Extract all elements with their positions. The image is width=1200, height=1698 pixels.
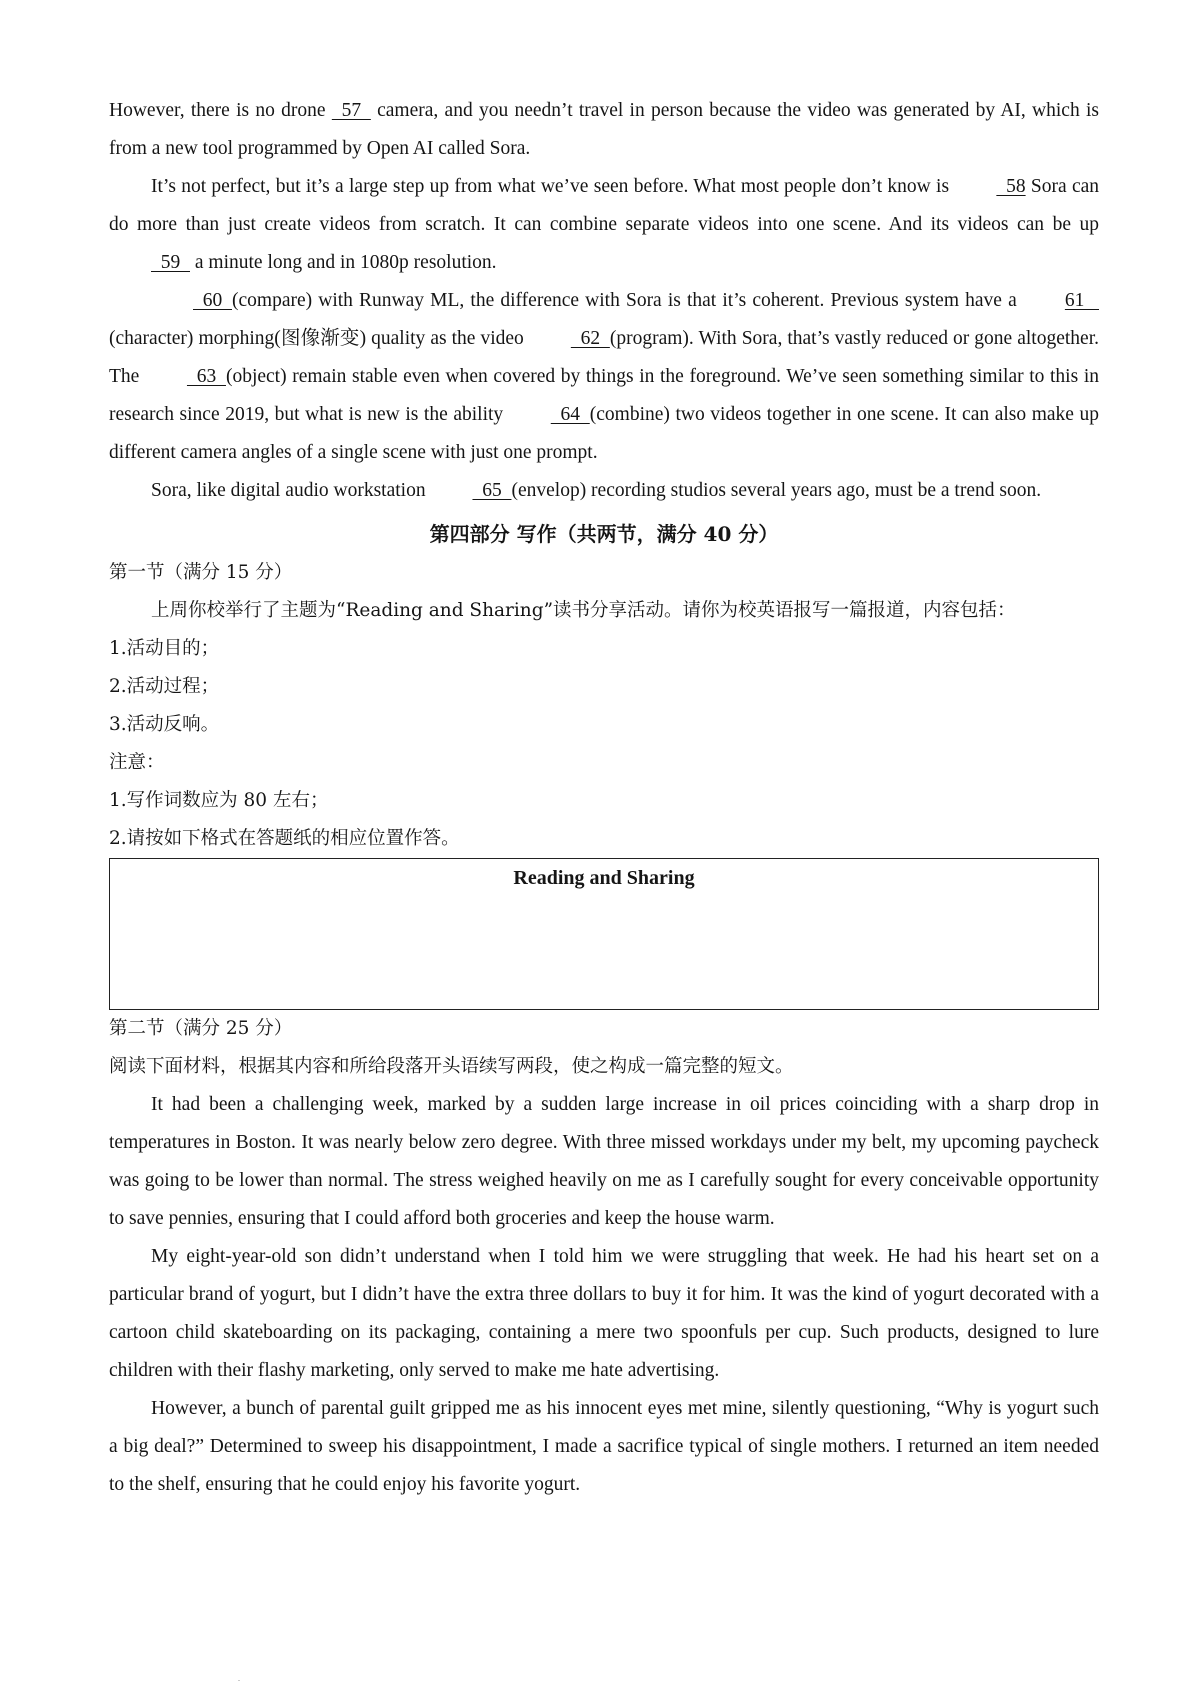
part-2-prompt: 阅读下面材料，根据其内容和所给段落开头语续写两段，使之构成一篇完整的短文。 (109, 1056, 794, 1077)
story-paragraph-2: My eight-year-old son didn’t understand when I told him we were struggling that week. He had his heart set on a particular brand of yogurt, but I didn’t have the extra three dollars to buy it for him. It was the kind of yogurt decorated with a cartoon child skateboarding on its packaging, containing a mere two spoonfuls per cup. Such products, designed to lure children with their flashy marketing, only served to make me hate advertising. (109, 1246, 1099, 1381)
part-1-note-1: 1.写作词数应为 80 左右； (109, 790, 329, 811)
text-run: Sora, like digital audio workstation (151, 480, 431, 501)
story-paragraph-1: It had been a challenging week, marked by a sudden large increase in oil prices coinciding with a sharp drop in temperatures in Boston. It was nearly below zero degree. With three missed workdays under my belt, my upcoming paycheck was going to be lower than normal. The stress weighed heavily on me as I carefully sought for every conceivable opportunity to save pennies, ensuring that I could afford both groceries and keep the house warm. (109, 1094, 1099, 1229)
part-1-item-3: 3.活动反响。 (109, 714, 220, 735)
text-run: a minute long and in 1080p resolution. (190, 252, 497, 273)
passage-paragraph-3 (109, 282, 1099, 472)
blank-60: 60 (193, 290, 232, 311)
part-1-title: 第一节（满分 15 分） (109, 562, 293, 583)
blank-59: 59 (151, 252, 190, 273)
passage-paragraph-2 (109, 168, 1099, 282)
scan-speck (238, 1680, 240, 1681)
text-run: (combine) two videos together in one scene. It can also make up different camera angles of a single scene with just one prompt. (109, 404, 1100, 463)
blank-63: 63 (186, 366, 226, 387)
section-4-heading: 第四部分 写作（共两节，满分 40 分） (429, 522, 779, 546)
page-content (109, 92, 1099, 1504)
part-1-item-2: 2.活动过程； (109, 676, 220, 697)
text-run: (envelop) recording studios several years ago, must be a trend soon. (511, 480, 1042, 501)
blank-58: 58 (996, 176, 1026, 197)
part-1-item-1: 1.活动目的； (109, 638, 220, 659)
text-run: (compare) with Runway ML, the difference with Sora is that it’s coherent. Previous system have a (232, 290, 1023, 311)
text-run: Sora can do more than just create videos from scratch. It can combine separate videos into one scene. And its videos can be up (109, 176, 1100, 235)
blank-65: 65 (472, 480, 512, 501)
part-1-note-label: 注意： (109, 752, 165, 773)
text-run: camera, and you needn’t travel in person because the video was generated by AI, which is from a new tool programmed by Open AI called Sora. (109, 100, 1099, 159)
blank-57: 57 (331, 100, 371, 121)
blank-64: 64 (550, 404, 590, 425)
text-run: (character) morphing(图像渐变) quality as the video (109, 328, 529, 349)
passage-paragraph-4 (109, 472, 1099, 510)
blank-62: 62 (570, 328, 610, 349)
text-run: However, there is no drone (109, 100, 332, 121)
answer-format-box (109, 858, 1099, 1010)
text-run: (program). With Sora, that’s vastly reduced or gone altogether. The (109, 328, 1099, 387)
part-1-note-2: 2.请按如下格式在答题纸的相应位置作答。 (109, 828, 460, 849)
part-2-title: 第二节（满分 25 分） (109, 1018, 293, 1039)
blank-61: 61 (1064, 290, 1099, 311)
text-run: (object) remain stable even when covered by things in the foreground. We’ve seen something similar to this in research since 2019, but what is new is the ability (109, 366, 1099, 425)
passage-paragraph-1 (109, 92, 1099, 168)
story-paragraph-3: However, a bunch of parental guilt gripped me as his innocent eyes met mine, silently questioning, “Why is yogurt such a big deal?” Determined to sweep his disappointment, I made a sacrifice typical of single mothers. I returned an item needed to the shelf, ensuring that he could enjoy his favorite yogurt. (109, 1398, 1099, 1495)
part-1-prompt: 上周你校举行了主题为“Reading and Sharing”读书分享活动。请你为校英语报写一篇报道，内容包括： (151, 600, 1016, 621)
text-run: It’s not perfect, but it’s a large step up from what we’ve seen before. What most people don’t know is (151, 176, 955, 197)
answer-box-title: Reading and Sharing (513, 867, 695, 889)
